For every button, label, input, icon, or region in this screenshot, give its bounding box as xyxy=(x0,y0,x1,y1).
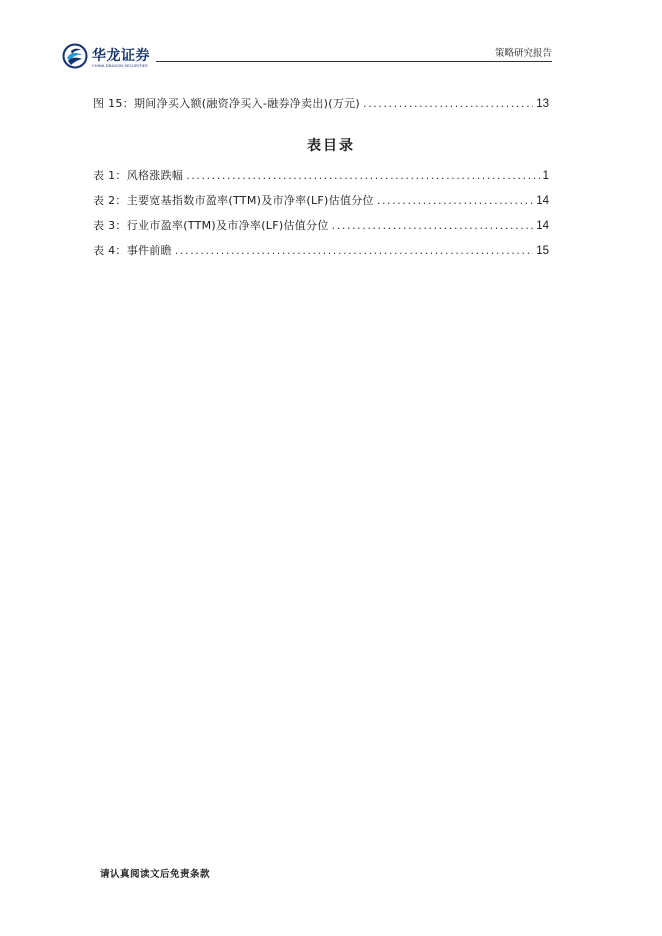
toc-dot-leader xyxy=(363,97,533,111)
report-type-label: 策略研究报告 xyxy=(494,48,552,59)
toc-entry-label: 表 1：风格涨跌幅 xyxy=(93,169,184,182)
toc-figure-entry[interactable] xyxy=(93,97,549,111)
header-divider xyxy=(156,61,552,62)
toc-entry-page: 13 xyxy=(536,98,549,110)
toc-entry-page: 1 xyxy=(542,170,549,182)
toc-table-entry[interactable] xyxy=(93,194,549,208)
table-list-title: 表目录 xyxy=(307,138,355,154)
toc-dot-leader xyxy=(175,244,533,258)
disclaimer-footer: 请认真阅读文后免责条款 xyxy=(100,869,211,880)
toc-entry-page: 14 xyxy=(536,220,549,232)
toc-entry-label: 表 3：行业市盈率(TTM)及市净率(LF)估值分位 xyxy=(93,219,329,232)
toc-table-entry[interactable] xyxy=(93,244,549,258)
toc-entry-label: 表 4：事件前瞻 xyxy=(93,244,172,257)
toc-entry-label: 图 15：期间净买入额(融资净买入-融券净卖出)(万元) xyxy=(93,97,361,110)
toc-dot-leader xyxy=(186,169,539,183)
toc-entry-page: 14 xyxy=(536,195,549,207)
toc-table-entry[interactable] xyxy=(93,219,549,233)
toc-entry-label: 表 2：主要宽基指数市盈率(TTM)及市净率(LF)估值分位 xyxy=(93,194,374,207)
toc-dot-leader xyxy=(332,219,534,233)
logo-chinese-name: 华龙证券 xyxy=(92,48,150,64)
logo-english-name: CHINA DRAGON SECURITIES xyxy=(92,63,148,68)
dragon-logo-icon xyxy=(62,43,88,69)
toc-entry-page: 15 xyxy=(536,245,549,257)
toc-table-entry[interactable] xyxy=(93,169,549,183)
toc-dot-leader xyxy=(377,194,533,208)
page-header xyxy=(62,40,552,80)
company-logo xyxy=(62,43,154,73)
